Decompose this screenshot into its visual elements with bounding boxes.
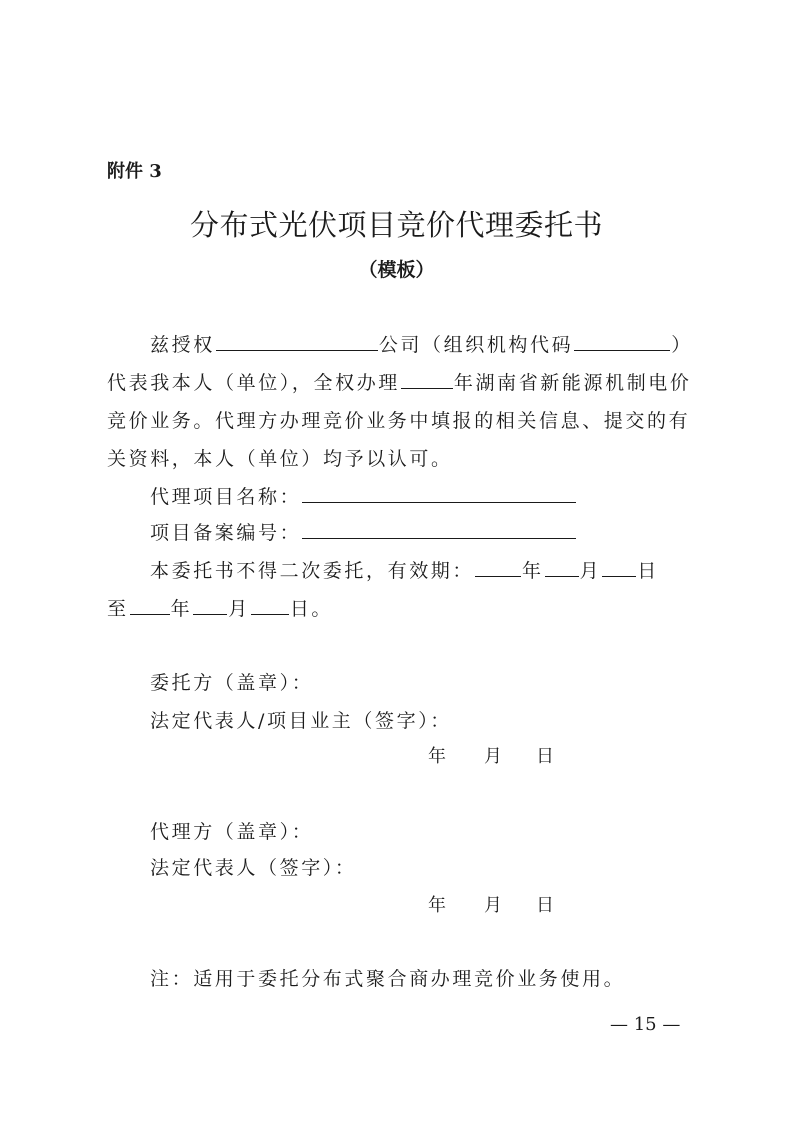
principal-seal: 委托方（盖章）： — [150, 672, 314, 694]
end-label: 日。 — [289, 598, 334, 620]
document-subtitle: （模板） — [358, 259, 435, 281]
validity-end-year-blank — [130, 596, 170, 615]
month-label: 月 — [484, 895, 502, 916]
close-paren: ） — [671, 334, 693, 356]
para-line-3: 竞价业务。代理方办理竞价业务中填报的相关信息、提交的有 — [107, 410, 691, 432]
validity-start-year-blank — [475, 558, 521, 577]
project-name-label: 代理项目名称： — [150, 486, 302, 508]
validity-row-1 — [150, 556, 659, 583]
para-line-4: 关资料，本人（单位）均予以认可。 — [107, 448, 453, 470]
project-record-label: 项目备案编号： — [150, 522, 302, 544]
agent-date — [428, 891, 554, 917]
company-text: 公司（组织机构代码 — [378, 334, 574, 356]
company-name-blank — [216, 332, 378, 351]
validity-row-2 — [107, 594, 333, 621]
day-label: 日 — [536, 895, 554, 916]
authorize-text: 兹授权 — [150, 334, 215, 356]
validity-end-day-blank — [251, 596, 289, 615]
year-label: 年 — [428, 746, 446, 767]
para-line-1 — [150, 330, 693, 357]
project-name-blank — [302, 484, 576, 503]
para-line-2 — [107, 368, 692, 395]
attachment-label: 附件 3 — [107, 161, 162, 182]
month-label: 月 — [579, 560, 602, 582]
validity-text: 本委托书不得二次委托，有效期： — [150, 560, 475, 582]
document-title: 分布式光伏项目竞价代理委托书 — [189, 208, 603, 242]
validity-start-month-blank — [545, 558, 579, 577]
year-blank — [401, 370, 453, 389]
province-text: 年湖南省新能源机制电价 — [453, 372, 692, 394]
page-number: — 15 — — [610, 1014, 681, 1035]
month-label: 月 — [484, 746, 502, 767]
principal-date — [428, 742, 554, 768]
to-label: 至 — [107, 598, 129, 620]
usage-note: 注：适用于委托分布式聚合商办理竞价业务使用。 — [150, 968, 626, 990]
project-record-row — [150, 518, 577, 545]
year-label: 年 — [170, 598, 193, 620]
day-label: 日 — [637, 560, 659, 582]
day-label: 日 — [536, 746, 554, 767]
year-label: 年 — [428, 895, 446, 916]
year-label: 年 — [522, 560, 544, 582]
project-record-blank — [302, 520, 576, 539]
agent-signer: 法定代表人（签字）： — [150, 857, 357, 879]
org-code-blank — [574, 332, 670, 351]
month-label: 月 — [228, 598, 250, 620]
validity-start-day-blank — [602, 558, 636, 577]
agent-seal: 代理方（盖章）： — [150, 821, 314, 843]
validity-end-month-blank — [193, 596, 227, 615]
represent-text: 代表我本人（单位），全权办理 — [107, 372, 400, 394]
principal-signer: 法定代表人/项目业主（签字）： — [150, 710, 452, 732]
project-name-row — [150, 482, 577, 509]
